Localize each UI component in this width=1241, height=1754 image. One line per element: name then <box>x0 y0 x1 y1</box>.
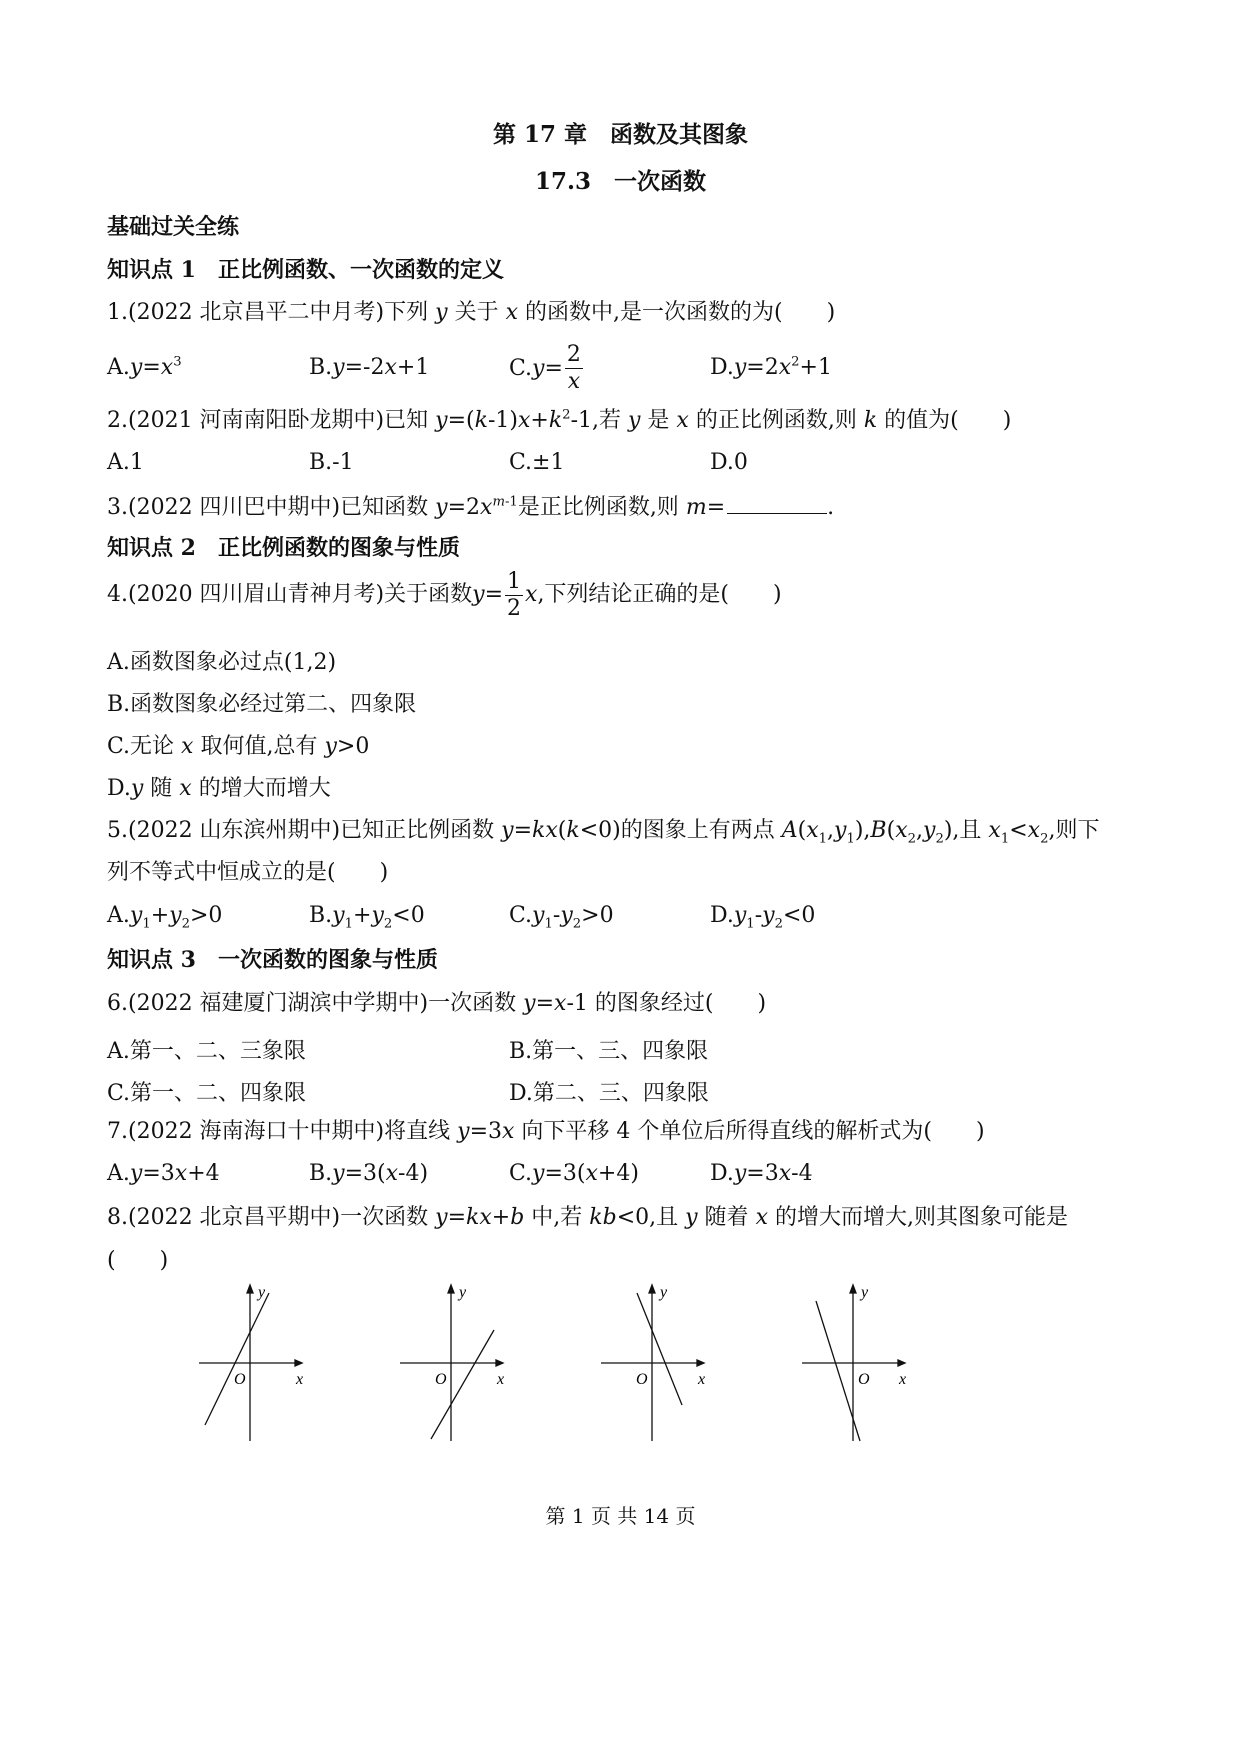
x-axis-label: x <box>497 1371 505 1388</box>
q4-option-d[interactable]: D.y 随 x 的增大而增大 <box>107 776 331 801</box>
q6-option-d[interactable]: D.第二、三、四象限 <box>509 1081 709 1106</box>
y-axis-label: y <box>258 1284 266 1301</box>
q2-option-c[interactable]: C.±1 <box>509 450 565 475</box>
q2-option-b[interactable]: B.-1 <box>309 450 354 475</box>
function-line <box>637 1293 682 1405</box>
q1-option-a[interactable]: $A.y=x^3$ <box>107 354 182 380</box>
y-axis-arrow <box>649 1285 655 1293</box>
y-axis-label: y <box>459 1284 467 1301</box>
x-axis-label: x <box>899 1371 907 1388</box>
x-axis-arrow <box>295 1360 302 1366</box>
q7-option-d[interactable]: D.y=3x-4 <box>710 1161 813 1186</box>
fraction: $\frac{2}{x}$ <box>566 341 581 394</box>
q6-option-c[interactable]: C.第一、二、四象限 <box>107 1081 307 1106</box>
knowledge-point-3: 知识点 3 一次函数的图象与性质 <box>107 947 438 973</box>
q5-option-b[interactable]: $B.y_1+y_2<0$ <box>309 903 425 932</box>
q1-option-d[interactable]: $D.y=2x^2+1$ <box>710 354 832 380</box>
knowledge-point-1: 知识点 1 正比例函数、一次函数的定义 <box>107 257 504 283</box>
question-1: 1.(2022 北京昌平二中月考)下列 y 关于 x 的函数中,是一次函数的为( ) <box>107 300 836 325</box>
q6-option-b[interactable]: B.第一、三、四象限 <box>509 1039 709 1064</box>
q6-option-a[interactable]: A.第一、二、三象限 <box>107 1039 306 1064</box>
x-axis-arrow <box>898 1360 905 1366</box>
y-axis-arrow <box>448 1285 454 1293</box>
origin-label: O <box>435 1371 447 1388</box>
x-axis-arrow <box>697 1360 704 1366</box>
q8-graph-d[interactable] <box>798 1283 923 1443</box>
q1-option-b[interactable]: B.y=-2x+1 <box>309 355 430 380</box>
question-5-line-2: 列不等式中恒成立的是( ) <box>107 860 389 885</box>
q4-option-a[interactable]: A.函数图象必过点(1,2) <box>107 650 337 675</box>
q4-option-c[interactable]: C.无论 x 取何值,总有 y>0 <box>107 734 370 759</box>
q7-option-b[interactable]: B.y=3(x-4) <box>309 1161 429 1186</box>
question-8-line-2: ( ) <box>107 1248 169 1273</box>
question-7: 7.(2022 海南海口十中期中)将直线 y=3x 向下平移 4 个单位后所得直线的解析式为( ) <box>107 1119 985 1144</box>
q7-option-c[interactable]: C.y=3(x+4) <box>509 1161 639 1186</box>
answer-blank[interactable] <box>727 493 827 514</box>
question-4: 4.(2020 四川眉山青神月考)关于函数 y = $\frac{1}{2}$ x ,下列结论正确的是( ) <box>107 568 782 621</box>
origin-label: O <box>234 1371 246 1388</box>
question-2: 2.(2021 河南南阳卧龙期中)已知 $y=(k-1)x+k^2-1$,若 y 是 x 的正比例函数,则 k 的值为( ) <box>107 407 1012 433</box>
question-5: 5.(2022 山东滨州期中)已知正比例函数 y=kx(k<0)的图象上有两点 $A(x_1,y_1),B(x_2,y_2)$,且 $x_1<x_2$,则下 <box>107 818 1100 847</box>
question-8: 8.(2022 北京昌平期中)一次函数 y=kx+b 中,若 kb<0,且 y 随着 x 的增大而增大,则其图象可能是 <box>107 1205 1068 1230</box>
function-line <box>205 1293 269 1425</box>
y-axis-arrow <box>850 1285 856 1293</box>
q1-option-c[interactable]: C. y = $\frac{2}{x}$ <box>509 341 581 394</box>
q2-option-a[interactable]: A.1 <box>107 450 144 475</box>
q8-graph-c[interactable] <box>597 1283 722 1443</box>
q2-option-d[interactable]: D.0 <box>710 450 748 475</box>
origin-label: O <box>636 1371 648 1388</box>
question-6: 6.(2022 福建厦门湖滨中学期中)一次函数 y=x-1 的图象经过( ) <box>107 991 767 1016</box>
x-axis-label: x <box>296 1371 304 1388</box>
y-axis-label: y <box>861 1284 869 1301</box>
q8-graph-b[interactable] <box>396 1283 521 1443</box>
practice-title: 基础过关全练 <box>107 214 240 240</box>
q4-option-b[interactable]: B.函数图象必经过第二、四象限 <box>107 692 417 717</box>
y-axis-arrow <box>247 1285 253 1293</box>
page-footer: 第 1 页 共 14 页 <box>545 1504 696 1528</box>
origin-label: O <box>858 1371 870 1388</box>
chapter-title: 第 17 章 函数及其图象 <box>492 121 749 148</box>
question-3: 3.(2022 四川巴中期中)已知函数 $y=2x^{m-1}$是正比例函数,则 m= . <box>107 494 835 520</box>
x-axis-arrow <box>496 1360 503 1366</box>
section-title: 17.3 一次函数 <box>534 168 707 195</box>
knowledge-point-2: 知识点 2 正比例函数的图象与性质 <box>107 535 460 561</box>
q5-option-c[interactable]: $C.y_1-y_2>0$ <box>509 903 614 932</box>
x-axis-label: x <box>698 1371 706 1388</box>
q8-graph-a[interactable] <box>195 1283 320 1443</box>
q5-option-a[interactable]: $A.y_1+y_2>0$ <box>107 903 223 932</box>
y-axis-label: y <box>660 1284 668 1301</box>
q5-option-d[interactable]: $D.y_1-y_2<0$ <box>710 903 816 932</box>
q7-option-a[interactable]: A.y=3x+4 <box>107 1161 220 1186</box>
fraction: $\frac{1}{2}$ <box>507 568 522 621</box>
